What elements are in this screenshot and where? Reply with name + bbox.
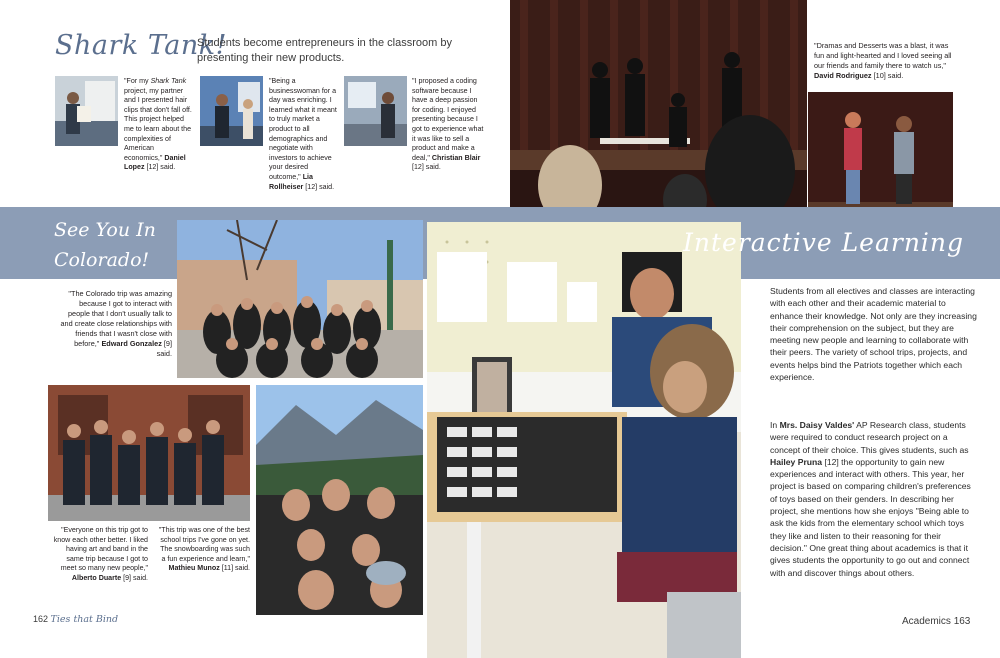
- page-number-left: 162: [33, 614, 49, 624]
- photo-ap-research-student: [427, 222, 741, 658]
- quote-text: "This trip was one of the best school trips I've gone on yet. The snowboarding was such a fun experience and learn,": [158, 526, 250, 563]
- quote-david-rodriguez: [814, 41, 954, 81]
- body-text-segment: AP Research class, students were required to conduct research project on a concept of their choice. This gives students, such as: [770, 420, 969, 455]
- folio-left: [33, 614, 118, 625]
- quote-tail: [9] said.: [121, 573, 148, 582]
- quote-author: Christian Blair: [431, 153, 481, 162]
- quote-tail: [11] said.: [219, 564, 250, 573]
- quote-author: Lia Rollheiser: [269, 172, 313, 191]
- photo-christian-blair: [344, 76, 407, 146]
- colorado-title: See You In Colorado!: [54, 219, 156, 271]
- quote-text: "The Colorado trip was amazing because I got to interact with people that I don't usually talk to and create close relationships with friends that I wasn't close with before,": [60, 289, 172, 348]
- shark-tank-subtitle: Students become entrepreneurs in the classroom by presenting their new products.: [197, 37, 452, 64]
- quote-text: "Dramas and Desserts was a blast, it was fun and light-hearted and I loved seeing all our friends and family there to watch us,": [814, 41, 952, 70]
- quote-lia-rollheiser: [269, 77, 340, 192]
- section-label-right: Academics: [902, 616, 951, 627]
- folio-right: [902, 616, 970, 627]
- photo-stage-performance: [510, 0, 807, 220]
- quote-tail: [12] said.: [303, 182, 335, 191]
- shark-tank-title: Shark Tank!: [55, 30, 227, 61]
- body-paragraph-research: [770, 419, 980, 579]
- quote-tail: [9] said.: [156, 339, 172, 358]
- quote-daniel-lopez: [124, 77, 194, 173]
- quote-author: Alberto Duarte: [71, 573, 122, 582]
- quote-mathieu-munoz: [156, 526, 250, 574]
- quote-tail: [10] said.: [871, 71, 904, 80]
- quote-tail: [12] said.: [144, 163, 176, 172]
- photo-lia-rollheiser: [200, 76, 263, 146]
- body-text-segment: In: [770, 420, 780, 430]
- quote-text: "For my: [124, 77, 151, 85]
- quote-text: "I proposed a coding software because I have a deep passion for coding. I enjoyed presenting because I got to experience what it was like to sell a product and make a deal,": [412, 77, 484, 162]
- quote-christian-blair: [412, 77, 484, 173]
- section-label-left: Ties that Bind: [50, 614, 119, 625]
- student-name: Hailey Pruna: [770, 456, 823, 467]
- quote-text: "Being a businesswoman for a day was enriching. I learned what it meant to truly market a product to all demographics and negotiate with investors to achieve your desired outcome,": [269, 77, 337, 181]
- quote-author: David Rodriguez: [814, 71, 872, 80]
- body-paragraph-intro: Students from all electives and classes are interacting with each other and their academic material to enhance their knowledge. Not only are they increasing their comprehension on the subject, but they are meeting new people and learning to collaborate with their peers. The variety of school trips, projects, and events helps bind the Patriots together which each experience.: [770, 286, 977, 383]
- quote-author: Edward Gonzalez: [101, 339, 162, 348]
- teacher-name: Mrs. Daisy Valdes': [779, 420, 855, 430]
- photo-colorado-group-street: [177, 220, 423, 378]
- quote-edward-gonzalez: [57, 289, 172, 359]
- photo-daniel-lopez: [55, 76, 118, 146]
- quote-text: "Everyone on this trip got to know each other better. I liked having art and band in the same trip because I got to meet so many new people,": [53, 526, 148, 573]
- photo-colorado-group-storefront: [48, 385, 250, 521]
- quote-alberto-duarte: [53, 526, 148, 584]
- body-text-segment: [12] the opportunity to gain new experiences and interact with others. This year, her project is based on comparing children's preferences of toys based on their genders. In describing her project, she mentions how she enjoys "Being able to ask the kids from the elementary school which toys they like and listen to their reasoning for their decision." One great thing about academics is that it gives students the opportunity to go out and connect with and discover things about others.: [770, 456, 971, 578]
- quote-text: project, my partner and I presented hair clips that don't fall off. This project helped me to learn about the complexities of American economics,": [124, 86, 192, 162]
- photo-colorado-mountain-selfie: [256, 385, 423, 615]
- quote-author: Daniel Lopez: [124, 153, 186, 172]
- quote-work-title: Shark Tank: [150, 77, 187, 85]
- interactive-learning-title: Interactive Learning: [683, 228, 965, 257]
- quote-author: Mathieu Munoz: [168, 564, 220, 573]
- page-number-right: 163: [953, 616, 971, 627]
- quote-tail: [12] said.: [412, 163, 441, 172]
- photo-drama-scene: [808, 92, 953, 220]
